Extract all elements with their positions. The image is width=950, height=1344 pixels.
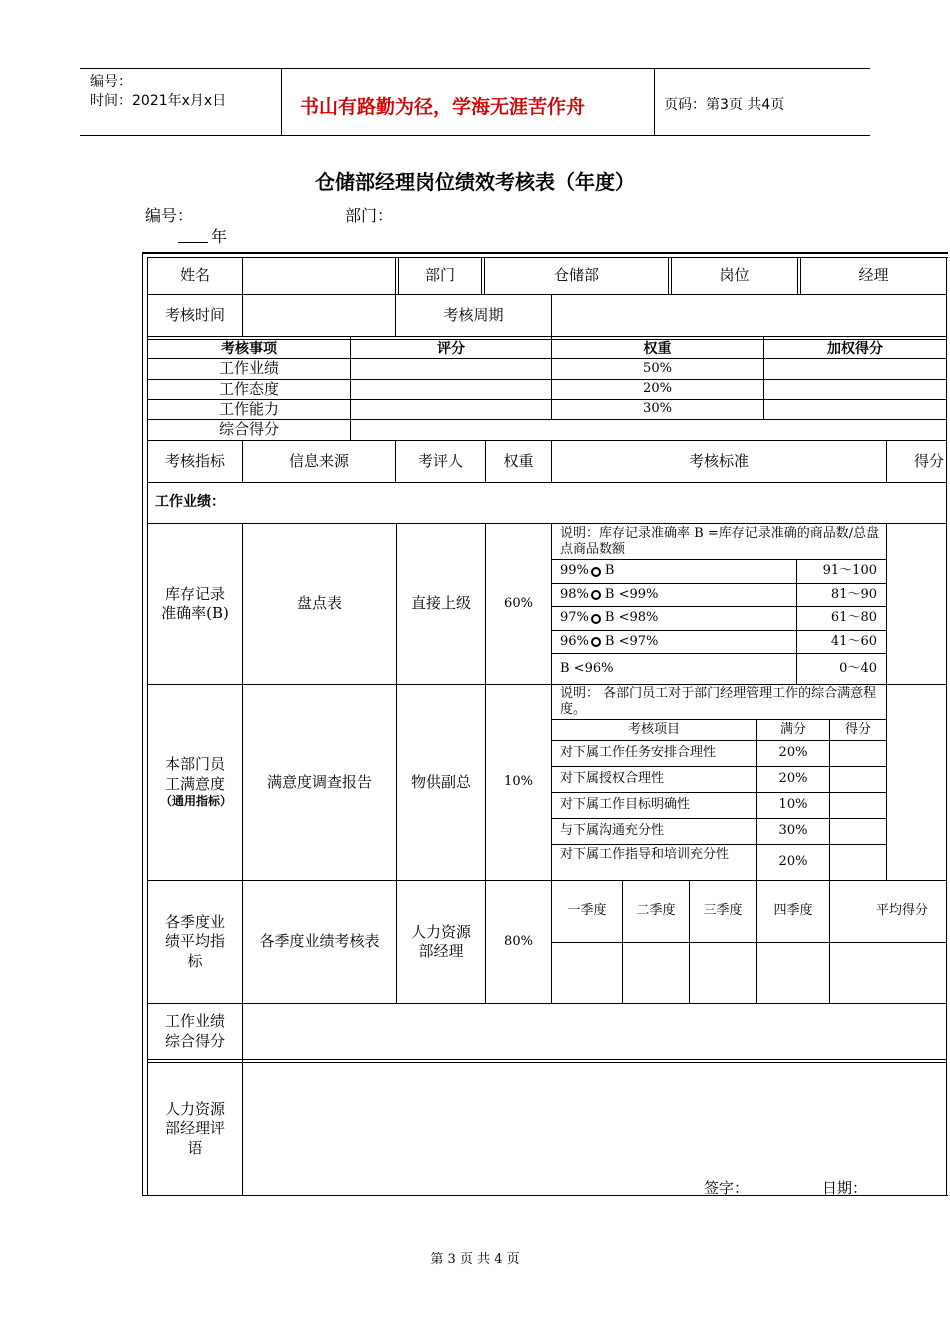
- kpi2-item: 与下属沟通充分性: [560, 823, 665, 839]
- kpi1-note: 说明：库存记录准确率 B =库存记录准确的商品数/总盘点商品数额: [560, 525, 880, 557]
- kpi1-score-field[interactable]: [887, 524, 946, 684]
- level-cond-a: 99%: [560, 563, 589, 579]
- kpi1-name: 库存记录准确率(B): [161, 584, 229, 622]
- detail-header: 考核标准: [688, 451, 749, 470]
- circle-dot-icon: [591, 614, 601, 624]
- kpi1-level-score: 91～100: [822, 563, 877, 579]
- period-field[interactable]: [552, 295, 946, 336]
- sign-label: 签字：: [704, 1179, 750, 1197]
- kpi2-item-full: 30%: [778, 823, 808, 839]
- form-right: [946, 257, 947, 1196]
- circle-dot-icon: [591, 567, 601, 577]
- kpi2-div-2: [829, 719, 830, 880]
- detail-header: 得分: [913, 451, 944, 470]
- kpi2-item: 对下属工作任务安排合理性: [560, 745, 717, 761]
- comment-label: 人力资源部经理评语: [164, 1099, 225, 1157]
- kpi2-item-full: 20%: [778, 745, 808, 761]
- kpi2-weight: 10%: [504, 774, 533, 790]
- sum-header-item: 考核事项: [221, 340, 277, 357]
- kpi3-assessor: 人力资源部经理: [410, 922, 471, 960]
- quarter-label: 二季度: [636, 903, 676, 919]
- kpi2-item-full: 20%: [778, 771, 808, 787]
- level-cond-a: 97%: [560, 610, 589, 626]
- sum-header-weighted: 加权得分: [827, 340, 883, 357]
- time-field[interactable]: [243, 295, 395, 336]
- sum-row-item: 工作态度: [218, 379, 279, 398]
- kpi1-level-score: 41～60: [830, 633, 877, 649]
- sum-row-weight: 50%: [643, 360, 672, 376]
- kpi2-note: 说明： 各部门员工对于部门经理管理工作的综合满意程度。: [560, 685, 877, 717]
- r1-div-4: [668, 257, 669, 295]
- kpi1-level: [560, 584, 794, 606]
- sum-row-item: 综合得分: [218, 420, 279, 439]
- time-label: 考核时间: [164, 305, 225, 324]
- level-cond-b: B <98%: [604, 610, 659, 626]
- kpi2-name-cell: [148, 685, 242, 880]
- composite-field[interactable]: [243, 1004, 946, 1059]
- kpi1-level-score: 61～80: [830, 610, 877, 626]
- quarter-label: 四季度: [773, 903, 813, 919]
- r2-bottom: [147, 336, 947, 337]
- sum-header-weight: 权重: [643, 340, 672, 357]
- composite-label: 工作业绩综合得分: [164, 1012, 225, 1050]
- r1-div-5: [797, 257, 798, 295]
- kpi2-name: 本部门员工满意度: [164, 755, 225, 793]
- detail-header: 权重: [503, 451, 534, 470]
- name-label: 姓名: [179, 266, 210, 285]
- kpi2-score-field[interactable]: [887, 685, 946, 880]
- kpi2-item: 对下属工作目标明确性: [560, 797, 691, 813]
- meta-number-label: 编号：: [145, 206, 194, 225]
- quarter-label: 一季度: [567, 903, 607, 919]
- level-cond-a: 96%: [560, 633, 589, 649]
- sum-row-item: 工作业绩: [218, 359, 279, 378]
- level-cond-b: B <99%: [604, 586, 659, 602]
- header-motto: 书山有路勤为径，学海无涯苦作舟: [300, 96, 586, 118]
- comment-field[interactable]: [243, 1063, 946, 1173]
- sum-row-weight: 20%: [643, 381, 672, 397]
- kpi2-subheader: 得分: [844, 721, 871, 737]
- composite-bottom: [147, 1059, 947, 1060]
- kpi1-weight: 60%: [504, 595, 533, 611]
- r1-div-3: [481, 257, 482, 295]
- kpi1-source: 盘点表: [296, 594, 342, 613]
- header-page-label: 页码：第3页 共4页: [664, 97, 785, 113]
- header-number-label: 编号：: [90, 74, 132, 90]
- section-title: 工作业绩：: [155, 494, 225, 511]
- dept-value: 仓储部: [553, 266, 599, 285]
- circle-dot-icon: [591, 590, 601, 600]
- quarter-label: 三季度: [703, 903, 743, 919]
- r1-div-2: [395, 257, 396, 295]
- period-label: 考核周期: [443, 305, 504, 324]
- kpi1-assessor: 直接上级: [410, 594, 471, 613]
- page-footer: 第 3 页 共 4 页: [430, 1252, 520, 1267]
- kpi2-item-full: 10%: [778, 797, 808, 813]
- kpi1-level: [560, 631, 794, 653]
- form-left-outer: [142, 252, 143, 1196]
- header-bottom-rule: [80, 135, 870, 136]
- kpi2-subheader: 考核项目: [627, 721, 680, 737]
- header-divider-2: [654, 68, 655, 135]
- header-date-label: 时间：2021年x月x日: [90, 93, 227, 109]
- kpi1-level: [560, 607, 794, 630]
- meta-dept-label: 部门：: [345, 206, 394, 225]
- kpi3-name: 各季度业绩平均指标: [164, 912, 225, 970]
- sum-row-item: 工作能力: [218, 399, 279, 418]
- kpi2-tag: （通用指标）: [160, 794, 233, 809]
- form-top-border: [142, 252, 948, 254]
- sum-row-weight: 30%: [643, 401, 672, 417]
- year-blank-line: [178, 242, 208, 243]
- kpi2-item: 对下属工作指导和培训充分性: [560, 846, 730, 862]
- header-top-rule: [80, 68, 870, 69]
- kpi1-last-score: 0～40: [839, 660, 877, 676]
- name-field[interactable]: [243, 258, 395, 294]
- post-value: 经理: [858, 266, 889, 285]
- quarter-values-field[interactable]: [552, 943, 946, 1003]
- meta-year-suffix: 年: [211, 227, 228, 246]
- circle-dot-icon: [591, 637, 601, 647]
- detail-header: 信息来源: [288, 451, 349, 470]
- sum-header-score: 评分: [437, 340, 465, 357]
- post-label: 岗位: [719, 266, 750, 285]
- page-title: 仓储部经理岗位绩效考核表（年度）: [315, 170, 635, 194]
- level-cond-a: 98%: [560, 586, 589, 602]
- quarter-average-label: 平均得分: [875, 903, 928, 919]
- kpi1-level: [560, 560, 794, 583]
- kpi2-subheader: 满分: [779, 721, 806, 737]
- level-cond-b: B <97%: [604, 633, 659, 649]
- dept-label: 部门: [424, 266, 455, 285]
- header-divider-1: [281, 68, 282, 135]
- kpi2-item: 对下属授权合理性: [560, 771, 665, 787]
- kpi1-last-level: B <96%: [560, 660, 614, 676]
- kpi3-weight: 80%: [504, 933, 533, 949]
- kpi1-level-score: 81～90: [830, 586, 877, 602]
- kpi2-assessor: 物供副总: [410, 772, 471, 791]
- kpi2-source: 满意度调查报告: [266, 772, 372, 791]
- detail-header: 考核指标: [164, 451, 225, 470]
- detail-header: 考评人: [417, 451, 463, 470]
- kpi3-source: 各季度业绩考核表: [259, 932, 380, 951]
- level-cond-b: B: [604, 563, 615, 579]
- dh-bottom: [147, 482, 947, 483]
- kpi2-item-full: 20%: [778, 854, 808, 870]
- date-label: 日期：: [822, 1179, 868, 1197]
